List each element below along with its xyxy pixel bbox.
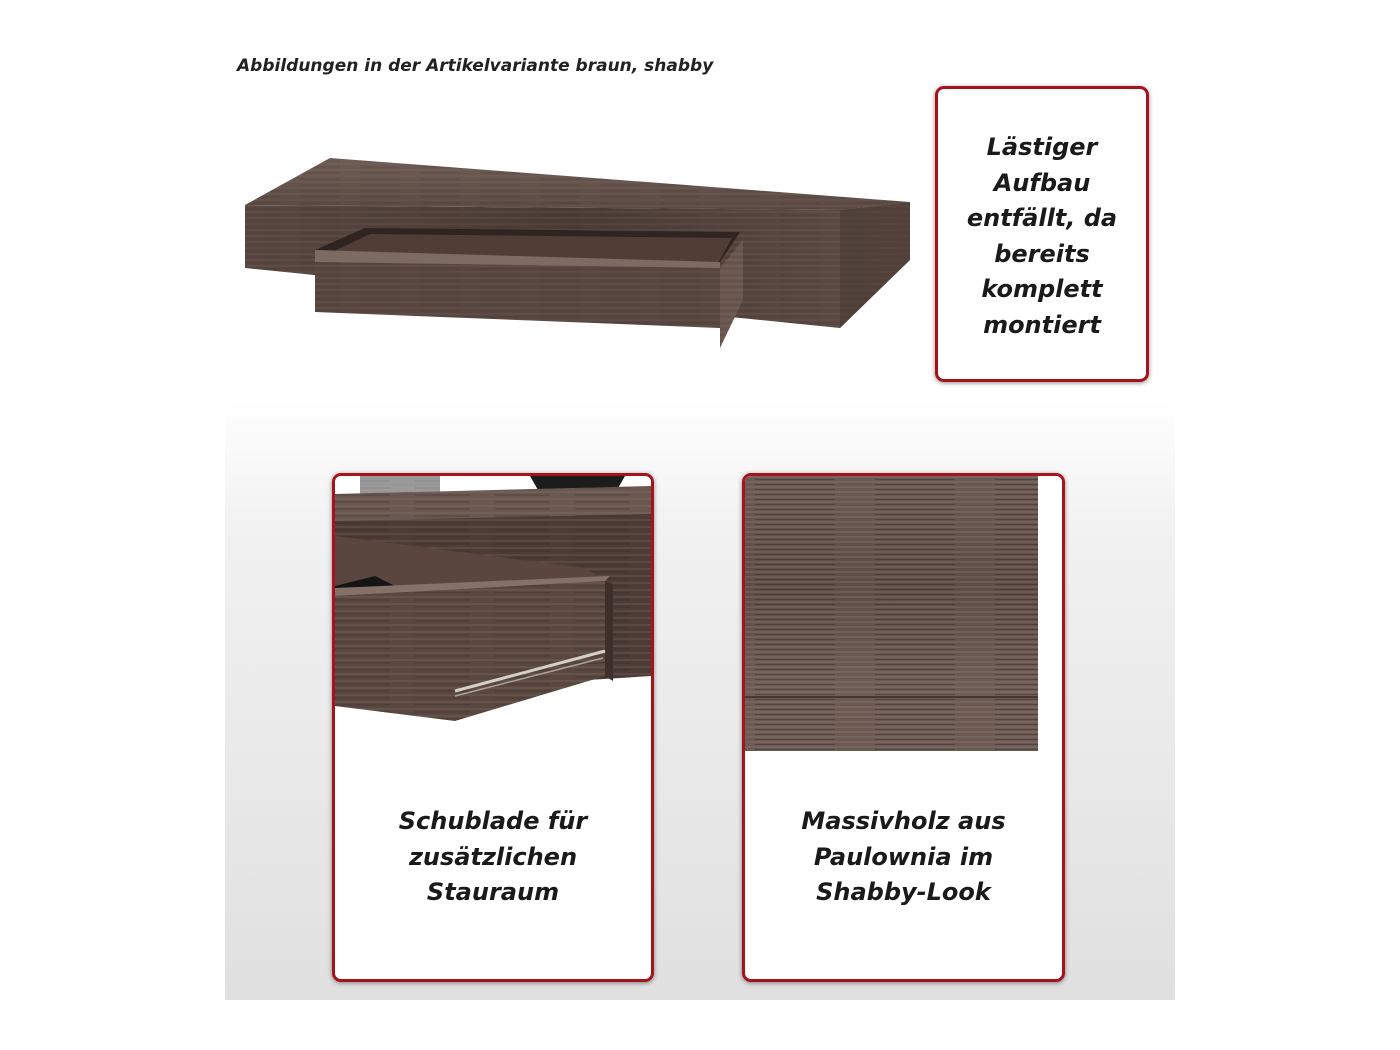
text-line: Massivholz aus: [801, 807, 1006, 835]
feature-card-material: [742, 473, 1065, 982]
variant-caption: Abbildungen in der Artikelvariante braun, shabby: [237, 56, 714, 76]
feature-card-text: [745, 804, 1062, 911]
text-line: zusätzlichen: [408, 842, 578, 871]
feature-card-text: [938, 130, 1146, 343]
text-line: Stauraum: [426, 878, 560, 906]
text-line: Schublade für: [398, 807, 588, 835]
wood-texture-image: [745, 476, 1062, 756]
feature-card-preassembled: [935, 86, 1149, 382]
feature-card-drawer: [332, 473, 654, 982]
drawer-closeup-image: [335, 476, 651, 766]
text-line: montiert: [983, 310, 1101, 339]
text-line: komplett: [981, 275, 1103, 303]
feature-card-text: [335, 804, 651, 911]
text-line: Aufbau: [993, 168, 1091, 197]
wall-shelf-with-drawer-image: [240, 150, 920, 360]
text-line: entfällt, da: [966, 204, 1118, 232]
text-line: Shabby-Look: [816, 878, 991, 906]
text-line: Lästiger: [986, 133, 1098, 161]
text-line: Paulownia im: [813, 842, 994, 871]
text-line: bereits: [994, 239, 1090, 268]
